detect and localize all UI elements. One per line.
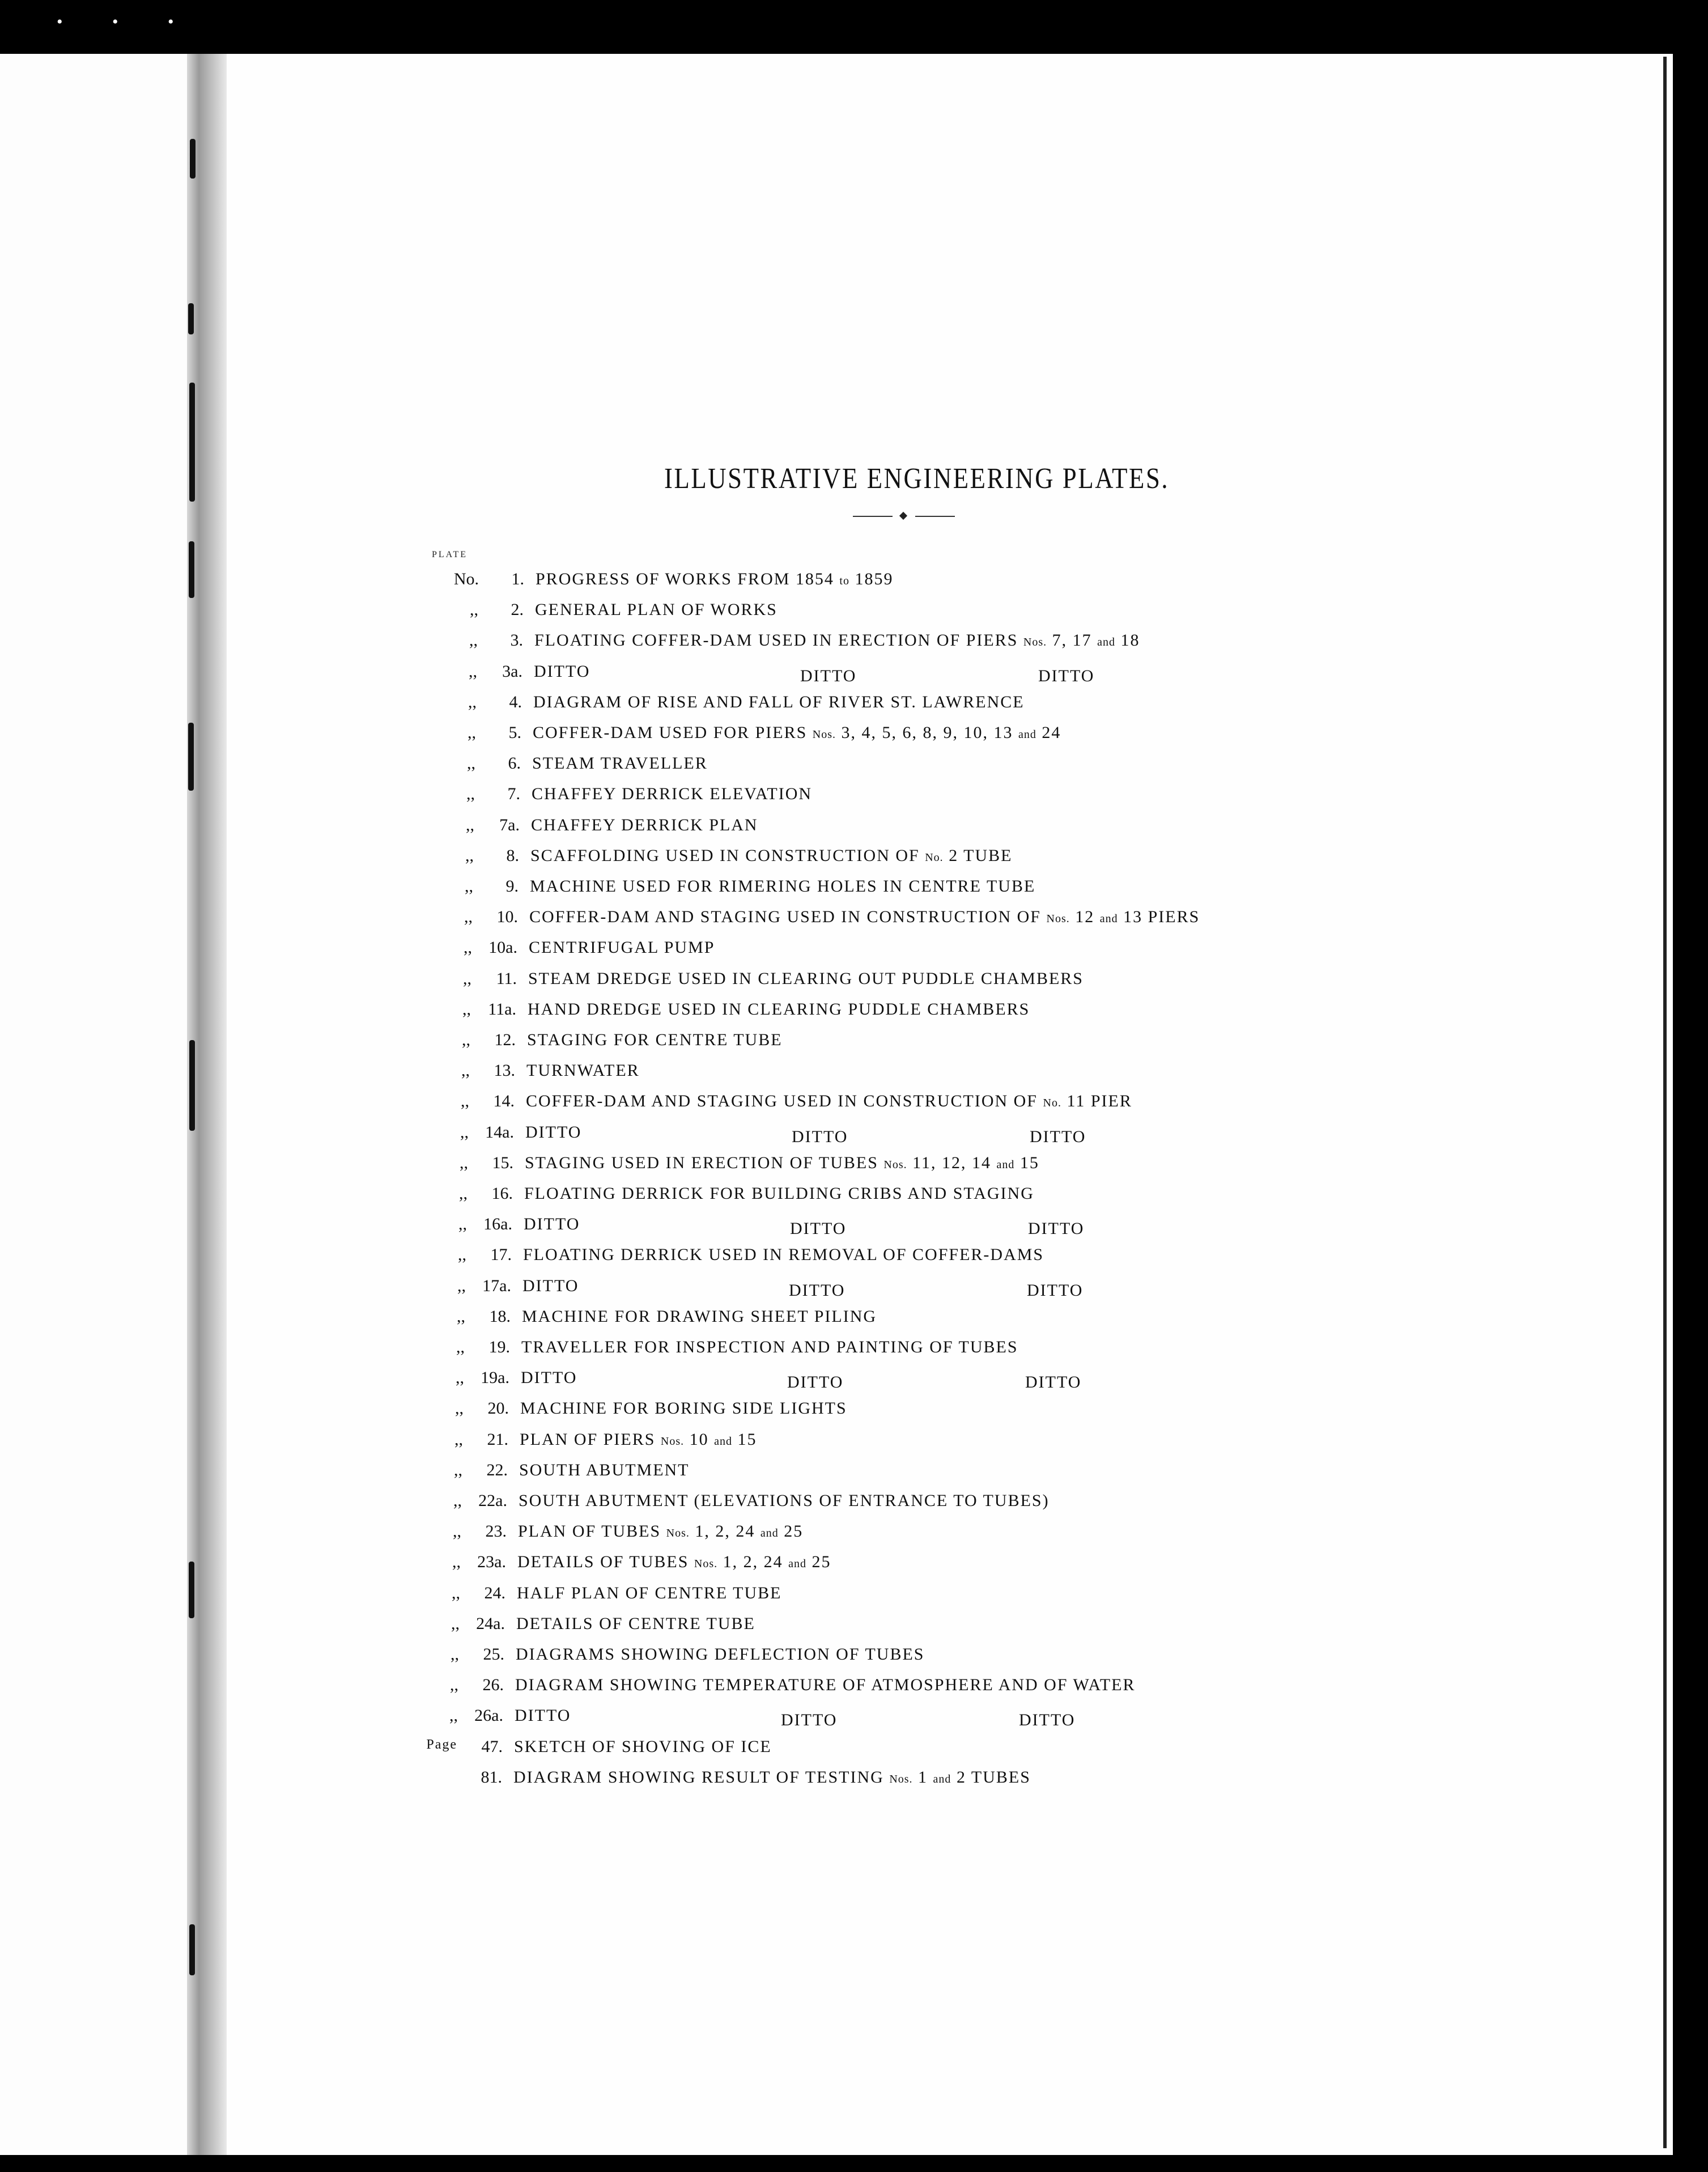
- diamond-icon: [899, 512, 907, 520]
- plate-number: 24a.: [476, 1614, 505, 1633]
- plate-entry: [0, 1092, 1643, 1114]
- plate-number: 22.: [486, 1460, 508, 1479]
- plate-title: DETAILS OF TUBES Nos. 1, 2, 24 and 25: [517, 1552, 831, 1572]
- plate-entry: [0, 1584, 1643, 1606]
- plate-prefix: ,,: [449, 1706, 458, 1725]
- ditto-mark: DITTO: [790, 1219, 847, 1238]
- plate-title: STEAM DREDGE USED IN CLEARING OUT PUDDLE CHAMBERS: [528, 969, 1084, 988]
- plate-number: 14a.: [485, 1122, 514, 1142]
- plate-prefix: ,,: [468, 723, 476, 742]
- plate-title: DITTO: [524, 1215, 580, 1234]
- plate-prefix: ,,: [457, 1306, 465, 1326]
- plate-number: 16a.: [483, 1215, 512, 1234]
- plate-prefix: ,,: [470, 600, 478, 620]
- plate-number: 18.: [489, 1306, 511, 1326]
- plate-title: FLOATING COFFER-DAM USED IN ERECTION OF PIERS Nos. 7, 17 and 18: [534, 631, 1140, 650]
- plate-number: 23.: [485, 1522, 507, 1541]
- plate-entry: [0, 1123, 1643, 1146]
- scan-top-border: [0, 0, 1708, 54]
- plate-number: 26.: [482, 1675, 504, 1695]
- plate-entry: [0, 1614, 1643, 1637]
- plate-prefix: Page: [426, 1737, 457, 1752]
- plate-entry: [0, 1675, 1643, 1698]
- plate-prefix: ,,: [461, 1092, 469, 1111]
- page-edge-line: [1663, 57, 1667, 2148]
- plate-prefix: ,,: [464, 938, 472, 957]
- ditto-mark: DITTO: [1019, 1711, 1076, 1730]
- plate-number: 3a.: [502, 661, 522, 681]
- plate-title: COFFER-DAM AND STAGING USED IN CONSTRUCTION OF No. 11 PIER: [526, 1092, 1132, 1111]
- plate-title: MACHINE USED FOR RIMERING HOLES IN CENTRE TUBE: [530, 877, 1036, 896]
- plate-prefix: ,,: [465, 846, 474, 865]
- plate-title: CHAFFEY DERRICK ELEVATION: [532, 784, 813, 804]
- plate-entry: [0, 1061, 1643, 1084]
- plate-prefix: ,,: [451, 1614, 460, 1633]
- plate-prefix: ,,: [462, 1030, 470, 1049]
- plate-number: 20.: [487, 1399, 509, 1418]
- plate-prefix: ,,: [460, 1122, 469, 1142]
- ditto-mark: DITTO: [1027, 1280, 1084, 1300]
- plate-prefix: ,,: [464, 907, 473, 927]
- plate-title: PLAN OF TUBES Nos. 1, 2, 24 and 25: [518, 1522, 804, 1541]
- plate-title: DITTO: [522, 1276, 579, 1295]
- binding-mark: [189, 1040, 195, 1131]
- ditto-mark: DITTO: [1038, 666, 1095, 685]
- plate-number: 9.: [505, 877, 519, 896]
- plate-entry: [0, 693, 1643, 715]
- plate-prefix: ,,: [452, 1552, 461, 1572]
- plate-title: DITTO: [525, 1122, 582, 1142]
- plate-title: GENERAL PLAN OF WORKS: [535, 600, 777, 620]
- plate-number: 17a.: [482, 1276, 511, 1295]
- plate-entry: [0, 600, 1643, 623]
- plate-entry: [0, 1706, 1643, 1729]
- plate-title: DIAGRAMS SHOWING DEFLECTION OF TUBES: [516, 1645, 925, 1664]
- plate-title: DITTO: [521, 1368, 577, 1388]
- plate-prefix: ,,: [454, 1429, 463, 1449]
- plate-prefix: ,,: [468, 692, 477, 711]
- scan-bottom-border: [0, 2155, 1708, 2172]
- plate-prefix: ,,: [454, 1460, 462, 1479]
- plate-entry: [0, 1030, 1643, 1053]
- ditto-mark: DITTO: [1030, 1127, 1086, 1146]
- plate-entry: [0, 1552, 1643, 1575]
- plate-prefix: ,,: [450, 1675, 458, 1695]
- plate-number: 23a.: [477, 1552, 506, 1572]
- plate-number: 19a.: [481, 1368, 509, 1388]
- plate-prefix: ,,: [469, 661, 477, 681]
- plate-title: MACHINE FOR BORING SIDE LIGHTS: [520, 1399, 847, 1418]
- plate-number: 24.: [484, 1583, 505, 1602]
- plate-title: FLOATING DERRICK FOR BUILDING CRIBS AND STAGING: [524, 1184, 1034, 1203]
- plate-entry: [0, 1645, 1643, 1668]
- plate-prefix: ,,: [452, 1583, 460, 1602]
- binding-mark: [189, 1924, 195, 1975]
- plate-number: 22a.: [478, 1491, 507, 1510]
- plate-title: STAGING USED IN ERECTION OF TUBES Nos. 11, 12, 14 and 15: [525, 1153, 1039, 1172]
- ditto-mark: DITTO: [1025, 1373, 1082, 1392]
- plate-entry: [0, 877, 1643, 900]
- plate-entry: [0, 784, 1643, 807]
- plate-entry: [0, 754, 1643, 777]
- plate-title: SOUTH ABUTMENT: [519, 1460, 690, 1479]
- ditto-mark: DITTO: [787, 1373, 844, 1392]
- plate-title: HAND DREDGE USED IN CLEARING PUDDLE CHAMBERS: [528, 999, 1030, 1019]
- plate-entry: [0, 907, 1643, 930]
- plate-entry: [0, 1307, 1643, 1330]
- plate-number: 14.: [493, 1092, 515, 1111]
- plate-number: 19.: [488, 1338, 510, 1356]
- plate-number: 11a.: [488, 999, 516, 1019]
- plate-entry: [0, 570, 1643, 592]
- plate-title: CENTRIFUGAL PUMP: [529, 938, 715, 957]
- ditto-mark: DITTO: [1028, 1219, 1085, 1238]
- plate-number: 1.: [511, 570, 524, 588]
- plate-prefix: ,,: [461, 1061, 470, 1080]
- plate-title: SOUTH ABUTMENT (ELEVATIONS OF ENTRANCE TO TUBES): [519, 1491, 1050, 1510]
- plate-title: TURNWATER: [526, 1061, 640, 1080]
- plate-title: TRAVELLER FOR INSPECTION AND PAINTING OF TUBES: [521, 1338, 1018, 1356]
- plate-prefix: ,,: [462, 999, 471, 1019]
- plate-title: STAGING FOR CENTRE TUBE: [527, 1030, 783, 1049]
- plate-number: 10.: [496, 907, 518, 927]
- page-title: ILLUSTRATIVE ENGINEERING PLATES.: [664, 463, 1170, 495]
- plate-entry: [0, 1522, 1643, 1545]
- plate-number: 7.: [507, 784, 520, 804]
- plate-entry: [0, 1276, 1643, 1299]
- plate-number: 26a.: [474, 1706, 503, 1725]
- plate-prefix: ,,: [453, 1522, 461, 1541]
- plate-entry: [0, 1000, 1643, 1023]
- plate-prefix: ,,: [458, 1215, 467, 1234]
- plate-title: SKETCH OF SHOVING OF ICE: [514, 1737, 772, 1756]
- plate-title: COFFER-DAM USED FOR PIERS Nos. 3, 4, 5, 6, 8, 9, 10, 13 and 24: [533, 723, 1061, 742]
- plate-prefix: ,,: [465, 877, 473, 896]
- plate-prefix: ,,: [459, 1184, 468, 1203]
- plate-number: 2.: [511, 600, 524, 620]
- ditto-mark: DITTO: [789, 1280, 845, 1300]
- plate-number: 5.: [508, 723, 521, 742]
- ditto-mark: DITTO: [792, 1127, 848, 1146]
- plate-prefix: ,,: [456, 1368, 464, 1388]
- plate-number: 12.: [494, 1030, 516, 1049]
- plate-entry: [0, 631, 1643, 654]
- plate-number: 21.: [487, 1429, 508, 1449]
- plate-entry: [0, 662, 1643, 685]
- plate-number: 3.: [510, 631, 523, 650]
- plate-title: SCAFFOLDING USED IN CONSTRUCTION OF No. 2 TUBE: [530, 846, 1013, 865]
- title-ornament: [853, 513, 955, 520]
- scan-right-border: [1673, 54, 1708, 2155]
- plate-entry: [0, 938, 1643, 961]
- plate-number: 11.: [496, 969, 517, 988]
- plate-prefix: ,,: [460, 1153, 468, 1172]
- ditto-mark: DITTO: [781, 1711, 838, 1730]
- plate-entry: [0, 723, 1643, 746]
- plate-title: COFFER-DAM AND STAGING USED IN CONSTRUCTION OF Nos. 12 and 13 PIERS: [529, 907, 1200, 927]
- plate-prefix: ,,: [466, 784, 475, 804]
- plate-number: 13.: [494, 1061, 515, 1080]
- plate-number: 16.: [491, 1184, 513, 1203]
- plate-entry: [0, 969, 1643, 992]
- plate-title: DIAGRAM SHOWING TEMPERATURE OF ATMOSPHERE AND OF WATER: [515, 1675, 1136, 1695]
- plate-prefix: ,,: [466, 815, 474, 834]
- plate-prefix: ,,: [467, 754, 475, 773]
- plate-entry: [0, 1399, 1643, 1422]
- plate-entry: [0, 1338, 1643, 1360]
- plate-title: DITTO: [534, 661, 590, 681]
- plate-number: 81.: [481, 1767, 502, 1787]
- plate-prefix: ,,: [453, 1491, 462, 1510]
- plate-number: 4.: [509, 692, 522, 711]
- plate-title: PLAN OF PIERS Nos. 10 and 15: [520, 1429, 757, 1449]
- plate-title: DIAGRAM OF RISE AND FALL OF RIVER ST. LAWRENCE: [533, 692, 1025, 711]
- plate-entry: [0, 1245, 1643, 1268]
- plate-number: 6.: [508, 754, 521, 773]
- plate-prefix: No.: [453, 570, 479, 588]
- plate-title: FLOATING DERRICK USED IN REMOVAL OF COFFER-DAMS: [523, 1245, 1044, 1265]
- plate-title: HALF PLAN OF CENTRE TUBE: [517, 1583, 782, 1602]
- plate-number: 25.: [483, 1645, 504, 1664]
- plate-title: MACHINE FOR DRAWING SHEET PILING: [522, 1306, 877, 1326]
- plate-prefix: ,,: [463, 969, 471, 988]
- plate-prefix: ,,: [457, 1276, 466, 1295]
- scan-edge-marks: • • •: [57, 12, 197, 31]
- plate-number: 7a.: [499, 815, 520, 834]
- plate-number: 15.: [492, 1153, 513, 1172]
- plate-entry: [0, 1184, 1643, 1207]
- plate-entry: [0, 1768, 1643, 1791]
- binding-mark: [189, 383, 195, 502]
- plate-prefix: ,,: [455, 1399, 464, 1418]
- plate-prefix: ,,: [458, 1245, 466, 1265]
- plate-entry: [0, 1368, 1643, 1391]
- plate-entry: [0, 1491, 1643, 1514]
- plate-prefix: ,,: [456, 1338, 465, 1356]
- plate-entry: [0, 1737, 1643, 1760]
- plate-entry: [0, 1461, 1643, 1483]
- plate-number: 47.: [481, 1737, 503, 1756]
- plate-title: STEAM TRAVELLER: [532, 754, 708, 773]
- plate-prefix: ,,: [469, 631, 478, 650]
- plate-entry: [0, 1430, 1643, 1453]
- plate-number: 17.: [490, 1245, 512, 1265]
- plate-column-heading: PLATE: [432, 550, 468, 559]
- plate-title: CHAFFEY DERRICK PLAN: [531, 815, 758, 834]
- plate-entry: [0, 816, 1643, 838]
- plate-number: 10a.: [488, 938, 517, 957]
- binding-mark: [188, 303, 194, 334]
- ditto-mark: DITTO: [800, 666, 857, 685]
- plate-entry: [0, 1215, 1643, 1237]
- plate-number: 8.: [506, 846, 519, 865]
- plate-title: DITTO: [515, 1706, 571, 1725]
- plate-entry: [0, 1153, 1643, 1176]
- plate-entry: [0, 846, 1643, 869]
- plate-title: DIAGRAM SHOWING RESULT OF TESTING Nos. 1 and 2 TUBES: [513, 1767, 1031, 1787]
- plate-prefix: ,,: [451, 1645, 459, 1664]
- plate-title: DETAILS OF CENTRE TUBE: [516, 1614, 755, 1633]
- plate-title: PROGRESS OF WORKS FROM 1854 to 1859: [536, 570, 894, 588]
- binding-mark: [190, 139, 196, 179]
